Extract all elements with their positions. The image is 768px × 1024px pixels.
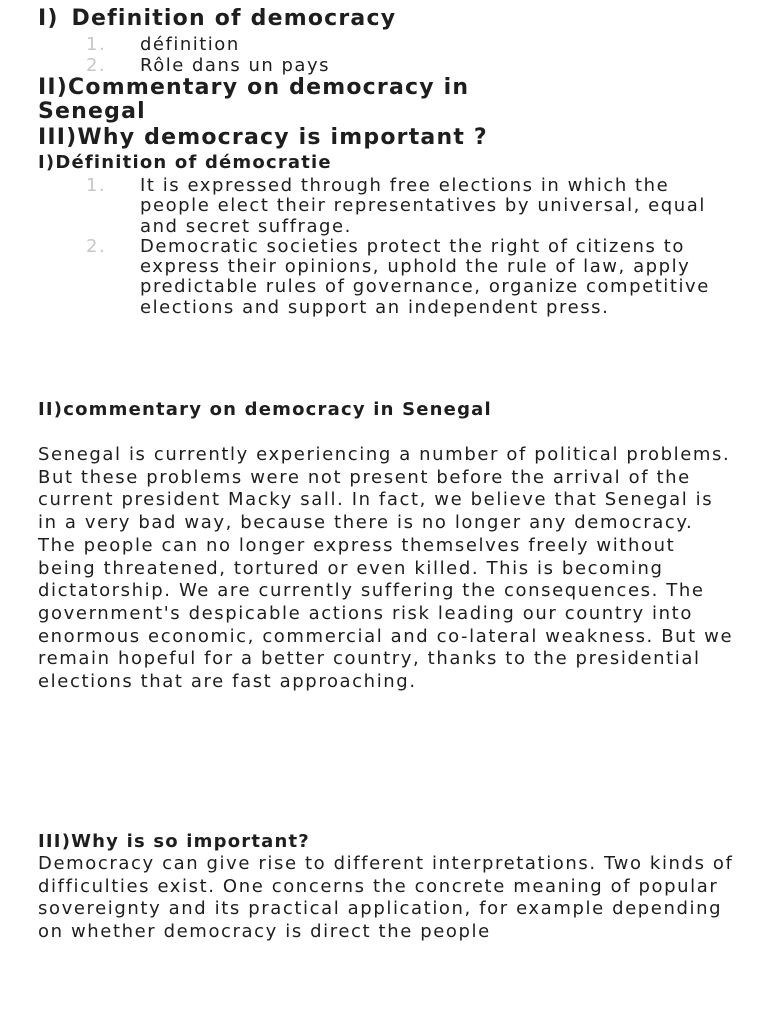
outline-sub-item-1-number: 1. [86,34,107,55]
outline-heading-1-number: I) [38,6,59,31]
section-1-heading: I)Définition of démocratie [38,152,332,173]
section-2-heading: II)commentary on democracy in Senegal [38,399,492,420]
section-3-paragraph: Democracy can give rise to different interpretations. Two kinds of difficulties exist. One concerns the concrete meaning of popular sovereignty and its practical application, for example depending on whether democracy is direct the people [38,853,734,943]
outline-sub-item-2 [86,55,330,77]
outline-heading-2-number: II) [38,75,69,100]
outline-heading-3-text: Why democracy is important ? [77,125,488,150]
outline-heading-1-text: Definition of democracy [71,6,397,31]
outline-heading-3 [38,125,488,151]
outline-sub-item-2-number: 2. [86,55,107,76]
section-1-list [86,176,746,318]
outline-heading-2-text-line2: Senegal [38,99,146,124]
section-1-item-2-text: Democratic societies protect the right of citizens to express their opinions, uphold the rule of law, apply predictable rules of governance, organize competitive elections and support an independent press. [140,235,710,318]
outline-heading-2-line2 [38,99,146,125]
outline-sub-item-1 [86,34,240,56]
outline-sub-item-1-text: définition [140,34,240,55]
outline-sub-item-2-text: Rôle dans un pays [140,55,330,76]
section-1-item-1-number: 1. [86,175,107,196]
outline-heading-1 [38,6,396,32]
outline-heading-3-number: III) [38,125,78,150]
section-1-item-1 [86,176,746,237]
section-1-item-1-text: It is expressed through free elections in which the people elect their representatives by universal, equal and secret suffrage. [140,175,706,237]
outline-heading-2-text: Commentary on democracy in [68,75,470,100]
section-2-paragraph: Senegal is currently experiencing a number of political problems. But these problems were not present before the arrival of the current president Macky sall. In fact, we believe that Senegal is in a very bad way, because there is no longer any democracy. The people can no longer express themselves freely without being threatened, tortured or even killed. This is becoming dictatorship. We are currently suffering the consequences. The government's despicable actions risk leading our country into enormous economic, commercial and co-lateral weakness. But we remain hopeful for a better country, thanks to the presidential elections that are fast approaching. [38,444,734,693]
outline-heading-2 [38,75,469,101]
section-1-item-2 [86,237,746,318]
section-3-heading: III)Why is so important? [38,831,310,852]
section-1-item-2-number: 2. [86,235,107,257]
